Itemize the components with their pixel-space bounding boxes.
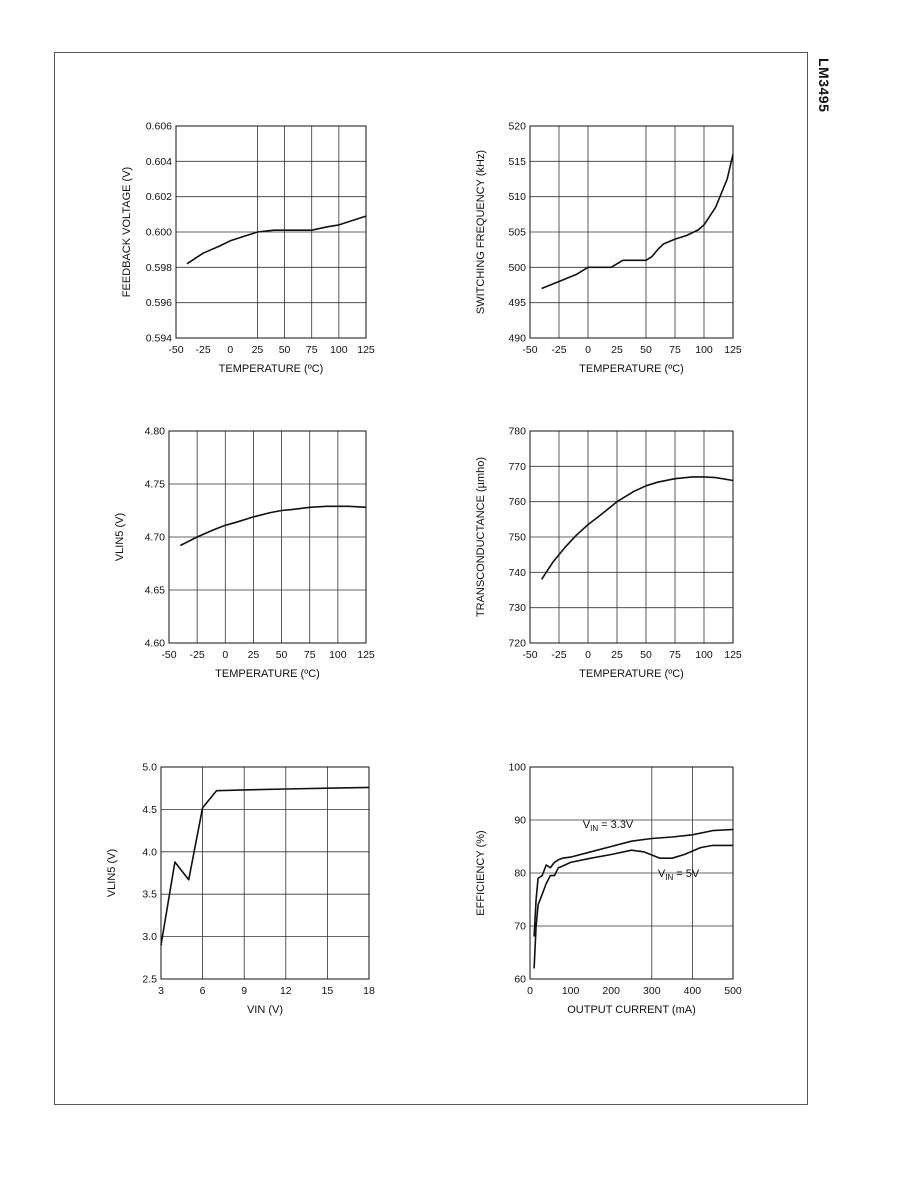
x-axis-label: TEMPERATURE (ºC) [218, 363, 324, 375]
x-tick-label: 300 [643, 985, 661, 997]
x-tick-label: -50 [522, 649, 538, 661]
y-axis-label: VLIN5 (V) [106, 848, 118, 898]
x-tick-label: 0 [222, 649, 229, 661]
chart-2 [475, 121, 742, 376]
y-tick-label: 3.0 [142, 931, 157, 944]
x-tick-label: -25 [189, 649, 205, 661]
y-tick-label: 4.60 [144, 637, 165, 650]
y-tick-label: 720 [508, 637, 526, 650]
y-tick-label: 4.0 [142, 846, 157, 859]
x-tick-label: -25 [551, 344, 567, 356]
y-tick-label: 740 [508, 566, 526, 579]
y-axis-label: FEEDBACK VOLTAGE (V) [121, 166, 133, 298]
x-tick-label: 100 [561, 985, 580, 997]
x-tick-label: -25 [551, 649, 567, 661]
y-axis-label: SWITCHING FREQUENCY (kHz) [475, 149, 487, 315]
y-axis-label: EFFICIENCY (%) [475, 830, 487, 916]
x-tick-label: 75 [305, 344, 318, 356]
plot-frame [161, 767, 369, 979]
x-tick-label: -50 [522, 344, 538, 356]
y-tick-label: 0.594 [145, 332, 172, 345]
y-tick-label: 100 [508, 761, 526, 774]
y-tick-label: 515 [508, 155, 526, 168]
x-tick-label: -50 [161, 649, 177, 661]
y-tick-label: 500 [508, 261, 526, 274]
x-tick-label: 200 [602, 985, 620, 997]
x-tick-label: 50 [640, 649, 652, 661]
y-tick-label: 0.604 [145, 155, 172, 168]
x-tick-label: -25 [195, 344, 211, 356]
x-tick-label: 50 [278, 344, 291, 356]
x-tick-label: 6 [199, 985, 206, 997]
x-tick-label: 75 [669, 649, 681, 661]
y-tick-label: 4.70 [144, 531, 165, 544]
x-tick-label: 100 [695, 649, 713, 661]
chart-5 [106, 762, 375, 1017]
x-axis-label: TEMPERATURE (ºC) [215, 668, 320, 680]
x-tick-label: 75 [303, 649, 316, 661]
part-number: LM3495 [816, 58, 832, 113]
x-tick-label: 100 [330, 344, 348, 356]
y-tick-label: 0.596 [145, 297, 172, 310]
x-tick-label: 9 [241, 985, 248, 997]
y-tick-label: 90 [514, 814, 526, 827]
x-tick-label: 125 [357, 649, 375, 661]
series-annotation: $V_{IN} = 5V$ [657, 868, 700, 883]
y-tick-label: 5.0 [142, 761, 157, 774]
series-line-2 [534, 845, 733, 968]
y-tick-label: 490 [508, 332, 526, 345]
y-tick-label: 0.600 [145, 226, 172, 239]
y-tick-label: 760 [508, 496, 526, 509]
chart-6 [475, 762, 742, 1017]
y-axis-label: VLIN5 (V) [114, 512, 126, 562]
y-tick-label: 80 [514, 867, 526, 880]
y-tick-label: 3.5 [142, 888, 157, 901]
x-tick-label: 50 [275, 649, 288, 661]
x-tick-label: 50 [640, 344, 652, 356]
y-tick-label: 730 [508, 602, 526, 615]
x-tick-label: 400 [683, 985, 702, 997]
y-tick-label: 780 [508, 425, 526, 438]
x-tick-label: 500 [724, 985, 742, 997]
y-tick-label: 4.65 [144, 584, 165, 597]
x-tick-label: 75 [669, 344, 681, 356]
x-tick-label: 15 [321, 985, 334, 997]
x-axis-label: TEMPERATURE (ºC) [579, 668, 684, 680]
y-axis-label: TRANSCONDUCTANCE (µmho) [475, 456, 487, 618]
x-tick-label: 0 [585, 649, 591, 661]
chart-4 [475, 426, 742, 681]
y-tick-label: 4.5 [142, 803, 157, 816]
x-tick-label: 125 [724, 649, 742, 661]
series-annotation: $V_{IN} = 3.3V$ [582, 818, 634, 833]
x-tick-label: 3 [158, 985, 164, 997]
y-tick-label: 495 [508, 297, 526, 310]
x-axis-label: TEMPERATURE (ºC) [579, 363, 684, 375]
x-tick-label: 18 [363, 985, 375, 997]
x-tick-label: 100 [695, 344, 713, 356]
series-line-1 [534, 830, 733, 937]
x-tick-label: 12 [279, 985, 292, 997]
y-tick-label: 505 [508, 226, 526, 239]
x-tick-label: 25 [251, 344, 264, 356]
x-axis-label: VIN (V) [246, 1004, 284, 1016]
y-tick-label: 750 [508, 531, 526, 544]
y-tick-label: 4.75 [144, 478, 165, 491]
y-tick-label: 70 [514, 920, 526, 933]
y-tick-label: 4.80 [144, 425, 165, 438]
y-tick-label: 520 [508, 120, 526, 133]
series-line-1 [161, 787, 369, 945]
x-axis-label: OUTPUT CURRENT (mA) [567, 1004, 696, 1016]
chart-3 [114, 426, 375, 681]
y-tick-label: 0.598 [145, 261, 172, 274]
y-tick-label: 2.5 [142, 973, 157, 986]
x-tick-label: 125 [724, 344, 742, 356]
y-tick-label: 510 [508, 191, 526, 204]
x-tick-label: 25 [611, 649, 623, 661]
x-tick-label: 25 [247, 649, 260, 661]
x-tick-label: 100 [329, 649, 347, 661]
y-tick-label: 60 [514, 973, 526, 986]
chart-1 [121, 121, 375, 376]
y-tick-label: 0.606 [145, 120, 172, 133]
y-tick-label: 0.602 [145, 191, 172, 204]
y-tick-label: 770 [508, 460, 526, 473]
x-tick-label: 0 [227, 344, 234, 356]
x-tick-label: -50 [168, 344, 184, 356]
x-tick-label: 0 [585, 344, 591, 356]
x-tick-label: 0 [527, 985, 533, 997]
x-tick-label: 25 [611, 344, 623, 356]
x-tick-label: 125 [357, 344, 375, 356]
